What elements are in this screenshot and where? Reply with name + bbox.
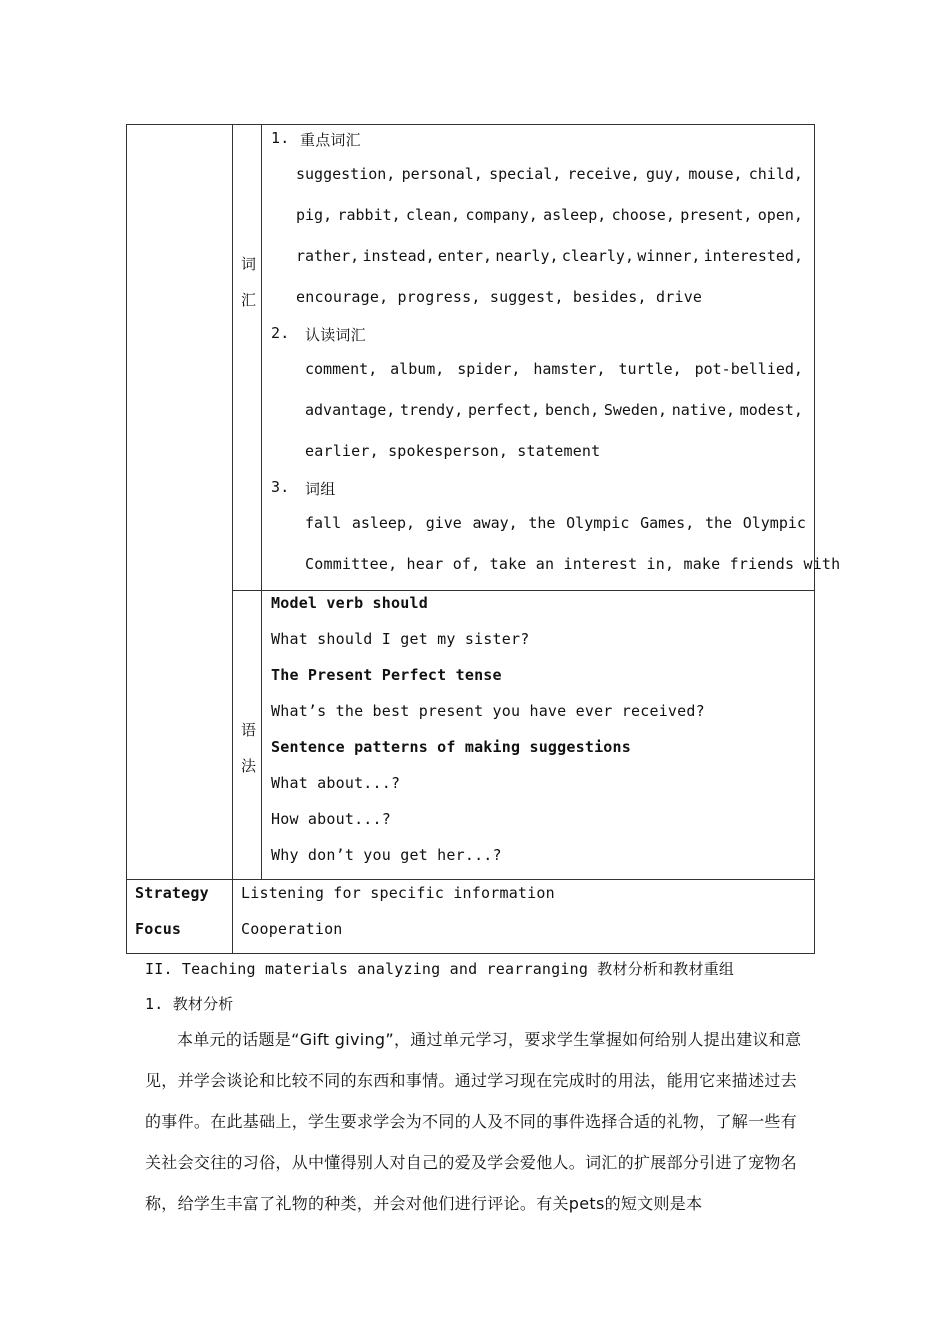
grammar-heading-modal: Model verb should — [271, 594, 428, 612]
vocab-word: clean, — [406, 206, 461, 224]
vocab-word: choose, — [611, 206, 675, 224]
grammar-label-char-1: 语 — [241, 721, 257, 739]
vocab-word: spider, — [457, 360, 521, 378]
section-subheading: 1. 教材分析 — [145, 995, 234, 1013]
grammar-example: What’s the best present you have ever received? — [271, 702, 705, 720]
vocab-word: modest, — [739, 401, 803, 419]
table-border-top — [126, 124, 815, 125]
table-row-divider-strategy — [126, 879, 815, 880]
vocab-word: perfect, — [467, 401, 541, 419]
vocab-sec1-line-2 — [296, 206, 803, 224]
vocab-word: the — [528, 514, 556, 532]
grammar-example: Why don’t you get her...? — [271, 846, 502, 864]
vocab-word: enter, — [437, 247, 493, 265]
grammar-example: What should I get my sister? — [271, 630, 530, 648]
vocab-sec3-title: 词组 — [305, 480, 336, 498]
grammar-example: What about...? — [271, 774, 401, 792]
vocab-word: company, — [465, 206, 538, 224]
vocab-sec1-line-3 — [296, 247, 803, 265]
vocab-word: native, — [671, 401, 735, 419]
table-border-bottom — [126, 953, 815, 954]
table-col-divider-1 — [232, 124, 233, 954]
vocab-word: rabbit, — [337, 206, 401, 224]
vocab-word: special, — [489, 165, 562, 183]
vocab-word: turtle, — [618, 360, 682, 378]
vocab-sec1-line-1 — [296, 165, 803, 183]
vocab-word: rather, — [296, 247, 360, 265]
vocab-word: personal, — [401, 165, 483, 183]
body-paragraph: 本单元的话题是“Gift giving”，通过单元学习，要求学生掌握如何给别人提出建议和意见，并学会谈论和比较不同的东西和事情。通过学习现在完成时的用法，能用它来描述过去的事件。在此基础上，学生要求学会为不同的人及不同的事件选择合适的礼物，了解一些有关社会交往的习俗，从中懂得别人对自己的爱及学会爱他人。词汇的扩展部分引进了宠物名称，给学生丰富了礼物的种类，并会对他们进行评论。有关pets的短文则是本 — [145, 1030, 802, 1213]
vocab-word: clearly, — [561, 247, 634, 265]
vocab-word: bench, — [544, 401, 600, 419]
vocab-sec2-number: 2. — [271, 324, 290, 342]
vocab-word: present, — [680, 206, 753, 224]
vocab-word: comment, — [305, 360, 378, 378]
vocab-word: open, — [757, 206, 803, 224]
table-row-divider-vocab-grammar — [232, 590, 815, 591]
vocab-sec1-line-4: encourage, progress, suggest, besides, drive — [296, 288, 703, 306]
vocab-sec3-line-2: Committee, hear of, take an interest in, make friends with — [305, 555, 841, 573]
strategy-value-1: Listening for specific information — [241, 884, 555, 902]
vocab-sec3-line-1 — [305, 514, 806, 532]
vocab-word: mouse, — [688, 165, 743, 183]
vocab-word: the — [704, 514, 733, 532]
vocab-word: receive, — [567, 165, 640, 183]
vocab-word: winner, — [637, 247, 701, 265]
vocab-word: Olympic — [742, 514, 806, 532]
vocab-word: fall — [305, 514, 342, 532]
vocab-word: trendy, — [400, 401, 464, 419]
vocab-word: nearly, — [495, 247, 559, 265]
vocab-word: asleep, — [351, 514, 416, 532]
vocab-word: suggestion, — [296, 165, 396, 183]
vocab-sec2-line-3: earlier, spokesperson, statement — [305, 442, 601, 460]
vocab-word: advantage, — [305, 401, 396, 419]
vocab-word: give — [425, 514, 462, 532]
vocab-sec1-number: 1. — [271, 129, 290, 147]
grammar-label-char-2: 法 — [241, 757, 257, 775]
vocab-sec3-number: 3. — [271, 478, 290, 496]
grammar-heading-present-perfect: The Present Perfect tense — [271, 666, 502, 684]
grammar-example: How about...? — [271, 810, 391, 828]
section-heading: II. Teaching materials analyzing and rearranging 教材分析和教材重组 — [145, 960, 735, 978]
vocab-sec2-line-2 — [305, 401, 803, 419]
vocab-label-char-2: 汇 — [241, 291, 257, 309]
vocab-word: guy, — [646, 165, 683, 183]
vocab-word: asleep, — [543, 206, 607, 224]
vocab-word: away, — [472, 514, 518, 532]
vocab-word: pot-bellied, — [694, 360, 803, 378]
grammar-heading-suggestions: Sentence patterns of making suggestions — [271, 738, 631, 756]
vocab-word: hamster, — [533, 360, 606, 378]
strategy-value-2: Cooperation — [241, 920, 343, 938]
strategy-label-line-2: Focus — [135, 920, 182, 938]
vocab-word: album, — [390, 360, 445, 378]
vocab-sec1-title: 重点词汇 — [300, 131, 361, 149]
vocab-word: Olympic — [566, 514, 630, 532]
vocab-label-char-1: 词 — [241, 255, 257, 273]
vocab-sec2-line-1 — [305, 360, 803, 378]
vocab-word: interested, — [703, 247, 803, 265]
strategy-label-line-1: Strategy — [135, 884, 209, 902]
vocab-word: Games, — [640, 514, 695, 532]
table-border-right — [814, 124, 815, 954]
vocab-word: pig, — [296, 206, 333, 224]
vocab-word: child, — [748, 165, 803, 183]
table-col-divider-2 — [261, 124, 262, 880]
vocab-sec2-title: 认读词汇 — [305, 326, 366, 344]
vocab-word: instead, — [362, 247, 435, 265]
table-border-left — [126, 124, 127, 954]
vocab-word: Sweden, — [603, 401, 668, 419]
